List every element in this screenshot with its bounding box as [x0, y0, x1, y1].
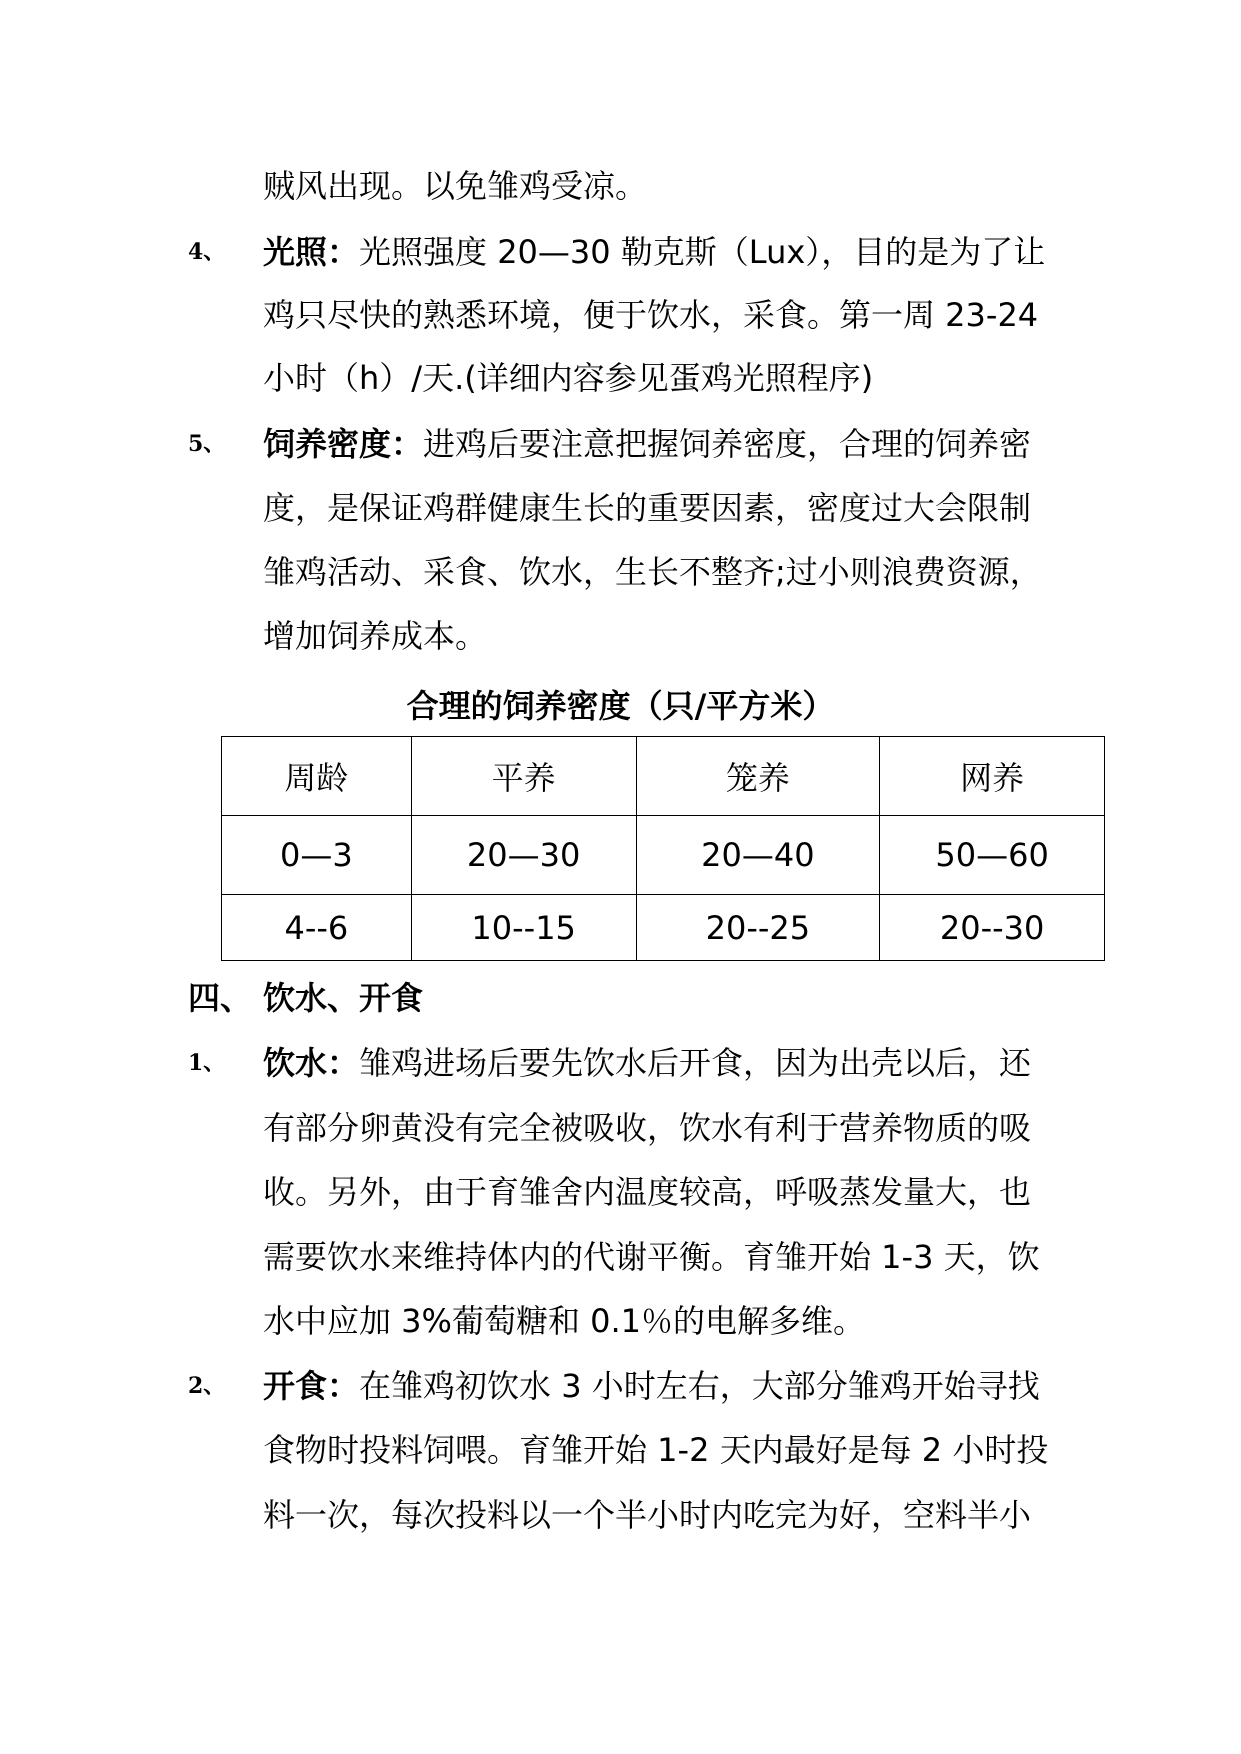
- paragraph-line: 水中应加 3%葡萄糖和 0.1％的电解多维。: [263, 1302, 866, 1340]
- table-cell: 10--15: [411, 895, 636, 961]
- item-number: 4、: [188, 239, 226, 265]
- item-number: 1、: [188, 1050, 226, 1076]
- table-cell: 20—30: [411, 816, 636, 895]
- paragraph-line: [263, 1043, 1031, 1083]
- item-title: 光照：: [263, 233, 360, 271]
- paragraph-line: 料一次，每次投料以一个半小时内吃完为好，空料半小: [263, 1496, 1032, 1534]
- paragraph-line: 鸡只尽快的熟悉环境，便于饮水，采食。第一周 23-24: [263, 296, 1039, 334]
- section-title: 饮水、开食: [263, 979, 424, 1017]
- table-header-cell: 周龄: [222, 737, 412, 816]
- item-title: 开食：: [263, 1367, 360, 1405]
- item-text: 雏鸡进场后要先饮水后开食，因为出壳以后，还: [359, 1044, 1032, 1082]
- item-title: 饮水：: [263, 1044, 360, 1082]
- item-number: 2、: [188, 1373, 226, 1399]
- table-cell: 0—3: [222, 816, 412, 895]
- paragraph-line: 贼风出现。以免雏鸡受凉。: [263, 167, 648, 205]
- table-header-cell: 平养: [411, 737, 636, 816]
- item-title: 饲养密度：: [263, 425, 424, 463]
- table-cell: 20—40: [636, 816, 880, 895]
- paragraph-line: 雏鸡活动、采食、饮水，生长不整齐;过小则浪费资源，: [263, 553, 1042, 591]
- item-number: 5、: [188, 431, 226, 457]
- table-cell: 4--6: [222, 895, 412, 961]
- paragraph-line: 度，是保证鸡群健康生长的重要因素，密度过大会限制: [263, 489, 1032, 527]
- paragraph-line: [263, 424, 1031, 464]
- table-header-row: [222, 737, 1105, 816]
- paragraph-line: 有部分卵黄没有完全被吸收，饮水有利于营养物质的吸: [263, 1109, 1032, 1147]
- table-cell: 20--30: [880, 895, 1105, 961]
- table-cell: 20--25: [636, 895, 880, 961]
- table-row: [222, 895, 1105, 961]
- paragraph-line: [263, 232, 1045, 272]
- paragraph-line: 小时（h）/天.(详细内容参见蛋鸡光照程序): [263, 359, 874, 397]
- paragraph-line: 增加饲养成本。: [263, 617, 488, 655]
- table-caption: 合理的饲养密度（只/平方米）: [406, 687, 835, 725]
- item-text: 光照强度 20—30 勒克斯（Lux），目的是为了让: [359, 233, 1046, 271]
- item-text: 在雏鸡初饮水 3 小时左右，大部分雏鸡开始寻找: [359, 1367, 1040, 1405]
- density-table: [221, 736, 1105, 961]
- table-header-cell: 笼养: [636, 737, 880, 816]
- paragraph-line: [263, 1366, 1040, 1406]
- paragraph-line: 需要饮水来维持体内的代谢平衡。育雏开始 1-3 天，饮: [263, 1238, 1040, 1276]
- table-header-cell: 网养: [880, 737, 1105, 816]
- paragraph-line: 食物时投料饲喂。育雏开始 1-2 天内最好是每 2 小时投: [263, 1431, 1049, 1469]
- section-number: 四、: [188, 979, 253, 1017]
- paragraph-line: 收。另外，由于育雏舍内温度较高，呼吸蒸发量大，也: [263, 1173, 1032, 1211]
- table-cell: 50—60: [880, 816, 1105, 895]
- table-row: [222, 816, 1105, 895]
- item-text: 进鸡后要注意把握饲养密度，合理的饲养密: [423, 425, 1032, 463]
